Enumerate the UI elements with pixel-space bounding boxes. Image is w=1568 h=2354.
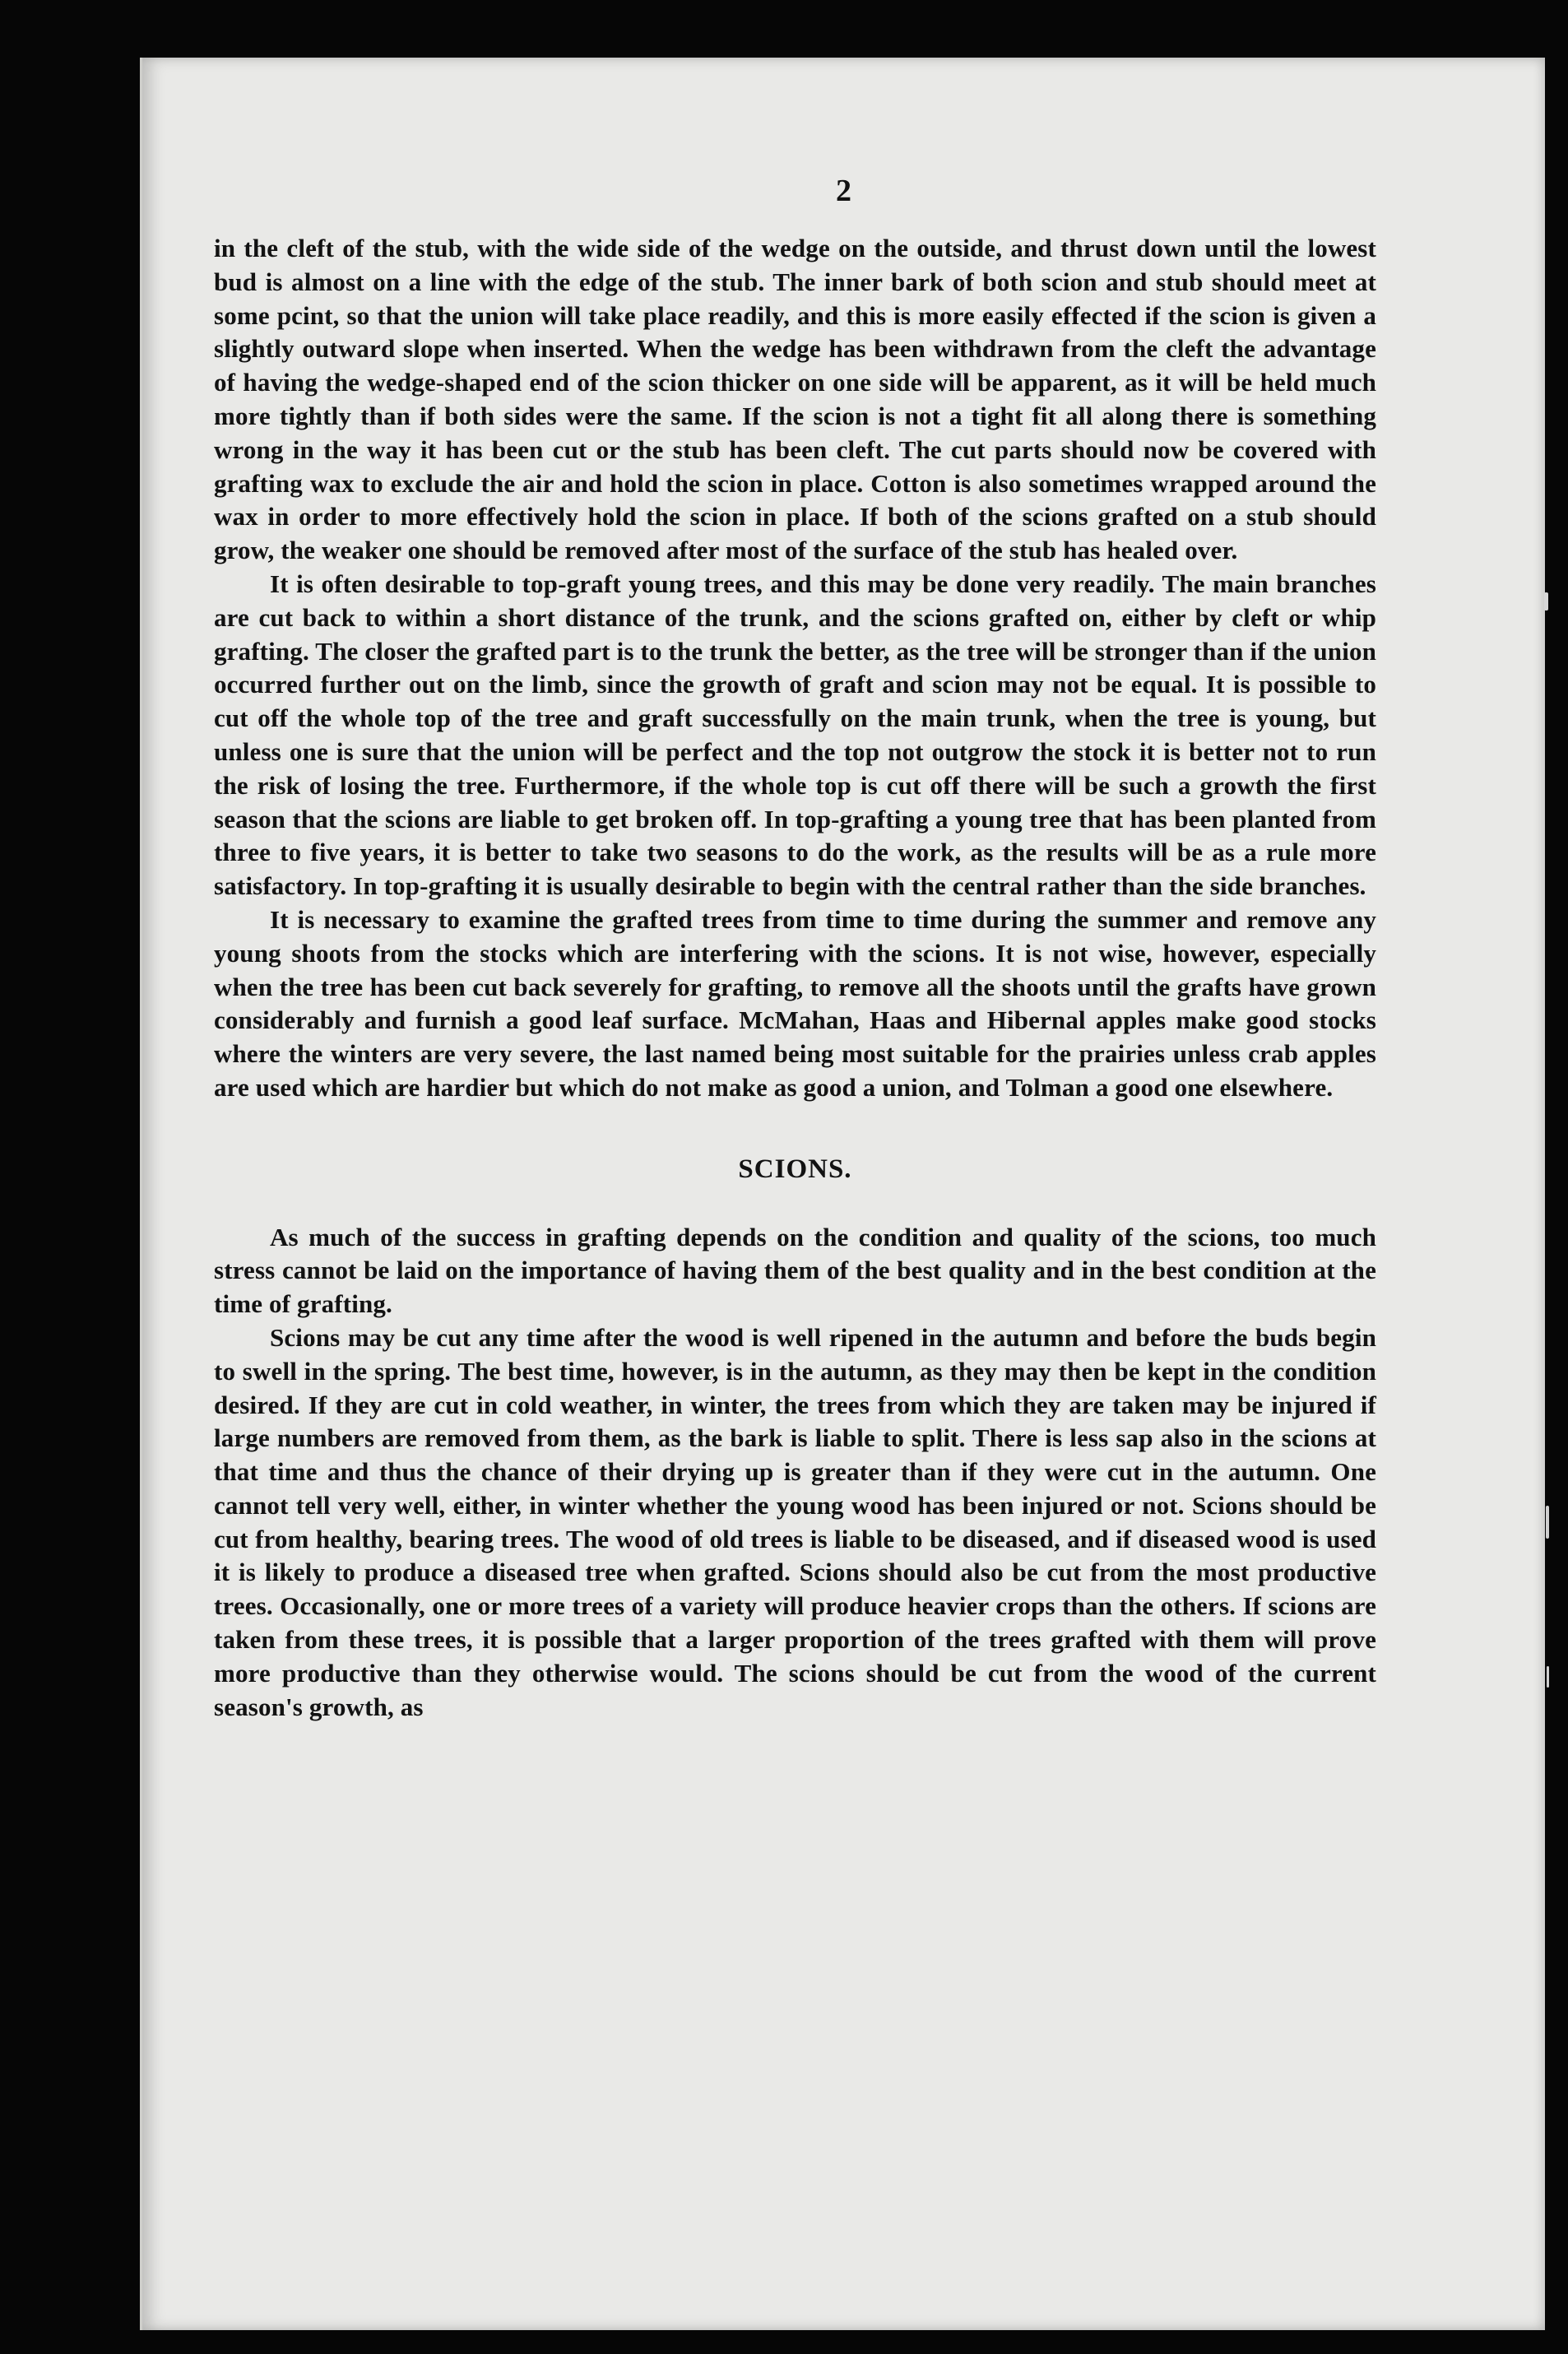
paragraph: As much of the success in grafting depends on the condition and quality of the scions, too much stress cannot be laid on the importance of having them of the best quality and in the best condition at the time of grafting. [214, 1222, 1376, 1319]
scan-speck [1546, 1506, 1549, 1539]
scan-speck [1544, 592, 1548, 611]
page-number: 2 [836, 174, 851, 208]
paragraph: in the cleft of the stub, with the wide side of the wedge on the outside, and thrust down until the lowest bud is almost on a line with the edge of the stub. The inner bark of both scion and stub should meet at some pcint, so that the union will take place readily, and this is more easily effected if the scion is given a slightly outward slope when inserted. When the wedge has been withdrawn from the cleft the advantage of having the wedge-shaped end of the scion thicker on one side will be apparent, as it will be held much more tightly than if both sides were the same. If the scion is not a tight fit all along there is something wrong in the way it has been cut or the stub has been cleft. The cut parts should now be covered with grafting wax to exclude the air and hold the scion in place. Cotton is also sometimes wrapped around the wax in order to more effectively hold the scion in place. If both of the scions grafted on a stub should grow, the weaker one should be removed after most of the surface of the stub has healed over. [214, 234, 1376, 565]
body-text [214, 232, 1376, 1724]
section-heading: SCIONS. [738, 1154, 852, 1184]
paragraph: Scions may be cut any time after the wood is well ripened in the autumn and before the buds begin to swell in the spring. The best time, however, is in the autumn, as they may then be kept in the condition desired. If they are cut in cold weather, in winter, the trees from which they are taken may be injured if large numbers are removed from them, as the bark is liable to split. There is less sap also in the scions at that time and thus the chance of their drying up is greater than if they were cut in the autumn. One cannot tell very well, either, in winter whether the young wood has been injured or not. Scions should be cut from healthy, bearing trees. The wood of old trees is liable to be diseased, and if diseased wood is used it is likely to produce a diseased tree when grafted. Scions should also be cut from the most productive trees. Occasionally, one or more trees of a variety will produce heavier crops than the others. If scions are taken from these trees, it is possible that a larger proportion of the trees grafted with them will prove more productive than they otherwise would. The scions should be cut from the wood of the current season's growth, as [214, 1322, 1376, 1721]
scan-speck [1547, 1666, 1549, 1688]
document-page [140, 58, 1545, 2330]
paragraph: It is necessary to examine the grafted trees from time to time during the summer and remove any young shoots from the stocks which are interfering with the scions. It is not wise, however, especially when the tree has been cut back severely for grafting, to remove all the shoots until the grafts have grown considerably and furnish a good leaf surface. McMahan, Haas and Hibernal apples make good stocks where the winters are very severe, the last named being most suitable for the prairies unless crab apples are used which are hardier but which do not make as good a union, and Tolman a good one elsewhere. [214, 904, 1376, 1102]
paragraph: It is often desirable to top-graft young trees, and this may be done very readily. The main branches are cut back to within a short distance of the trunk, and the scions grafted on, either by cleft or whip grafting. The closer the grafted part is to the trunk the better, as the tree will be stronger than if the union occurred further out on the limb, since the growth of graft and scion may not be equal. It is possible to cut off the whole top of the tree and graft successfully on the main trunk, when the tree is young, but unless one is sure that the union will be perfect and the top not outgrow the stock it is better not to run the risk of losing the tree. Furthermore, if the whole top is cut off there will be such a growth the first season that the scions are liable to get broken off. In top-grafting a young tree that has been planted from three to five years, it is better to take two seasons to do the work, as the results will be as a rule more satisfactory. In top-grafting it is usually desirable to begin with the central rather than the side branches. [214, 569, 1376, 901]
